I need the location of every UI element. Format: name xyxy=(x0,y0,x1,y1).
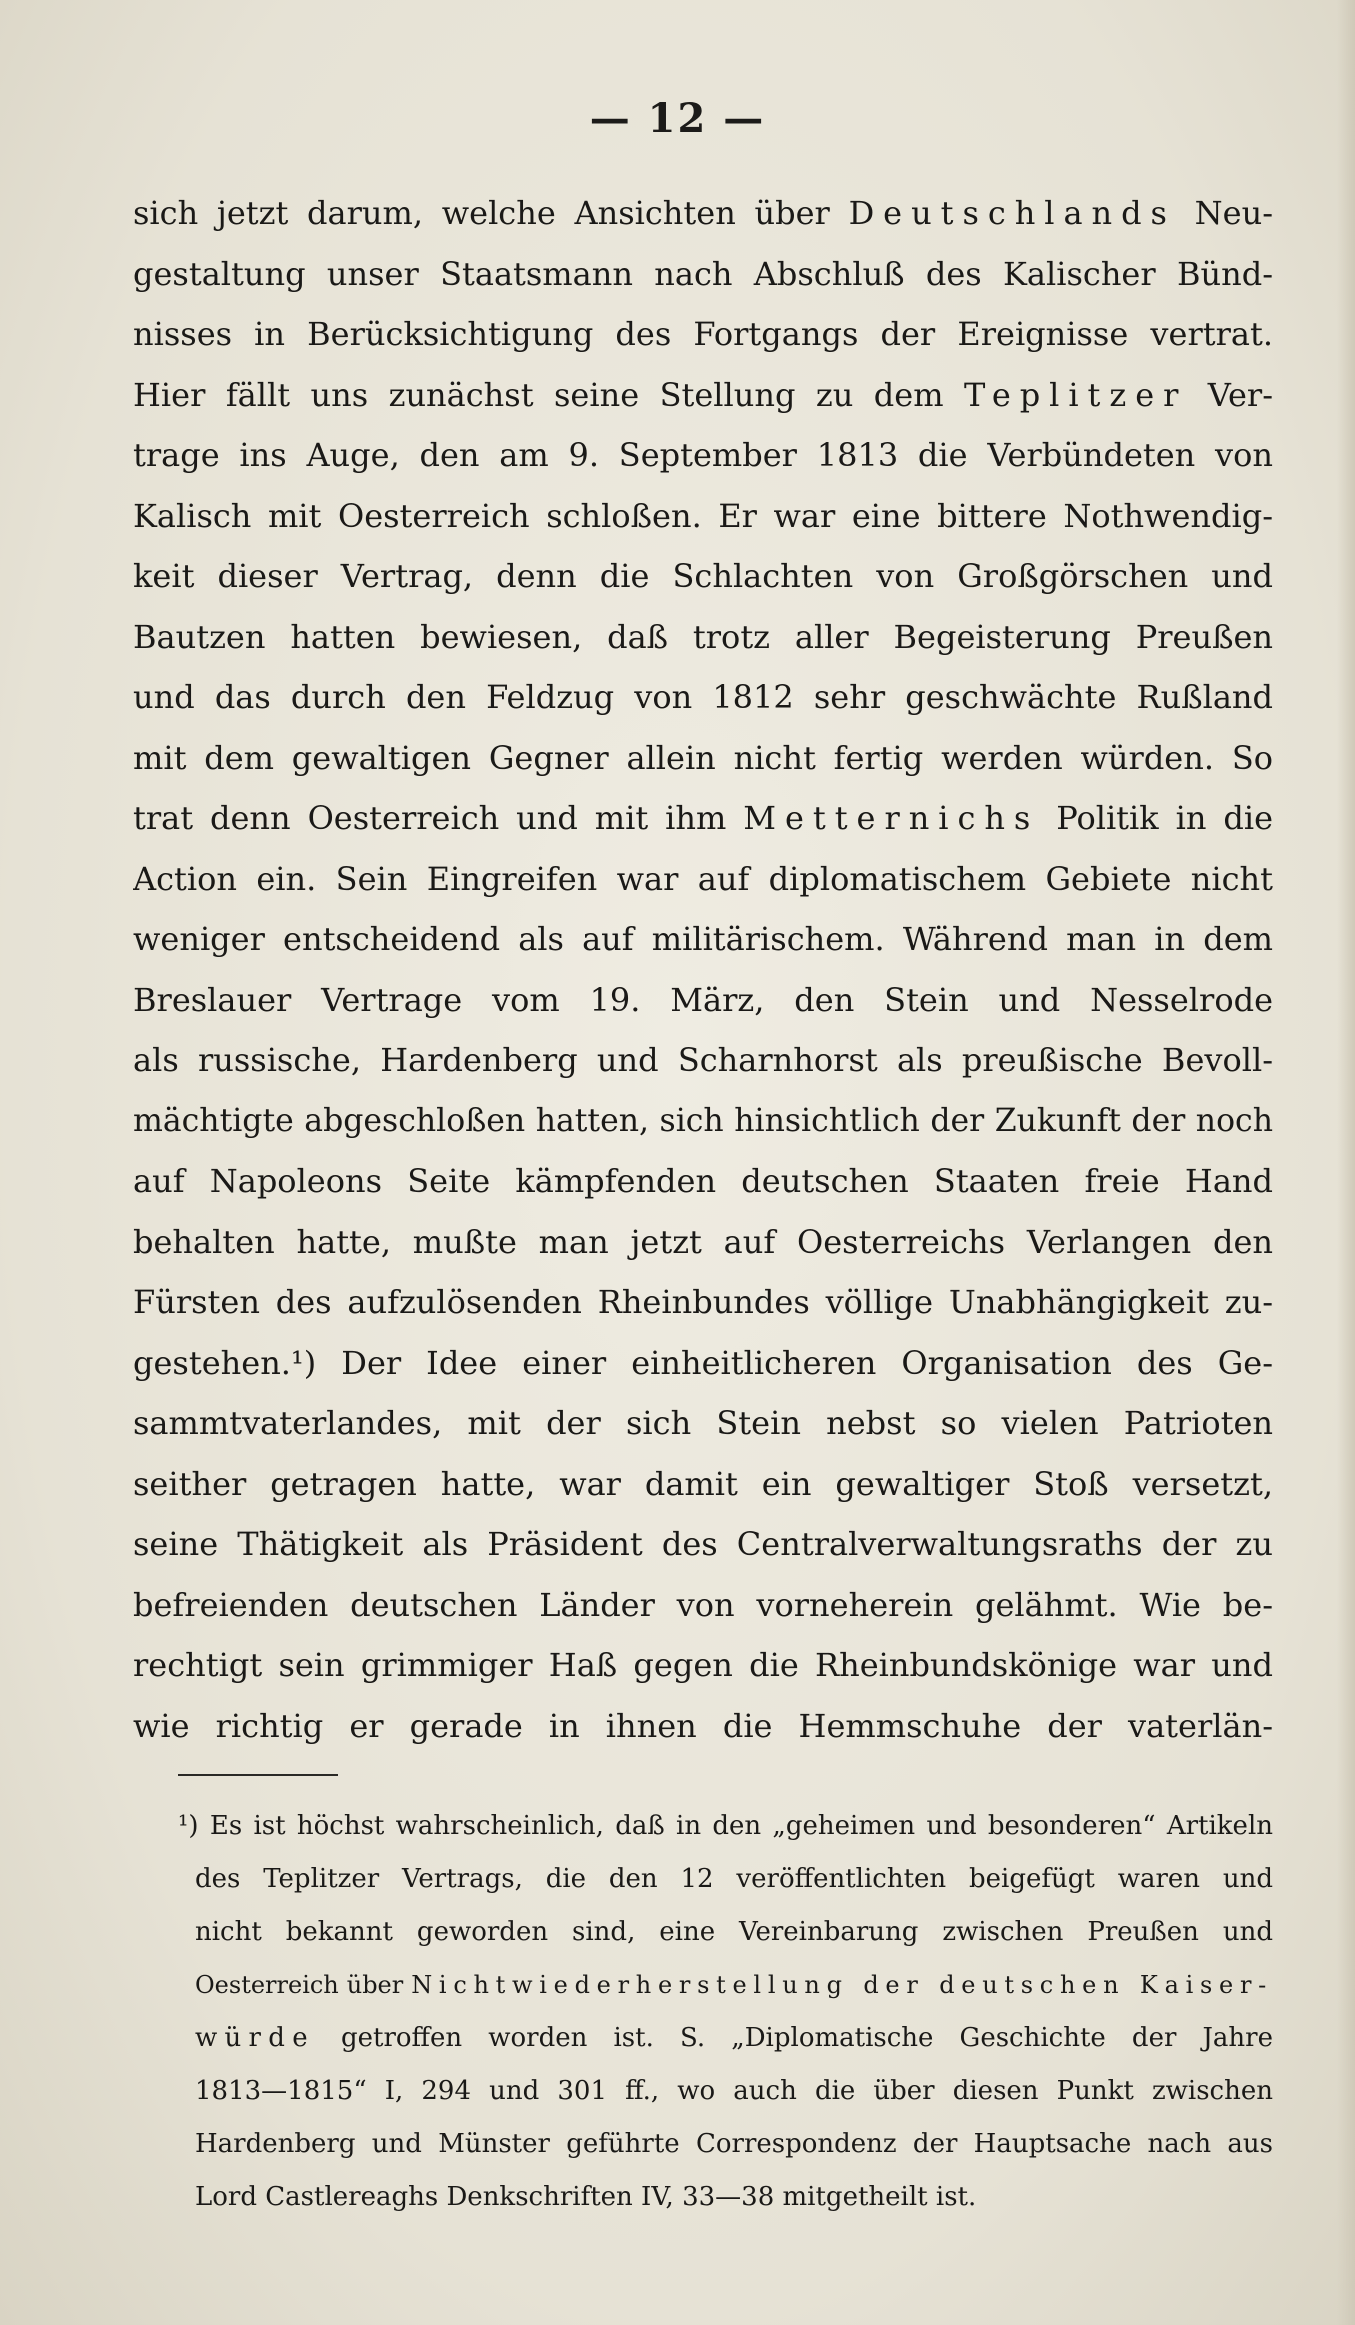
spaced-emphasis: Nichtwiederherstellung der deutschen Kaiser- xyxy=(411,1971,1273,1999)
text-line xyxy=(133,1635,1273,1696)
text-line xyxy=(133,425,1273,486)
text-line xyxy=(133,1333,1273,1394)
text-run: auf Napoleons Seite kämpfenden deutschen Staaten freie Hand xyxy=(133,1162,1273,1200)
text-run: mächtigte abgeschloßen hatten, sich hinsichtlich der Zukunft der noch xyxy=(133,1102,1273,1139)
text-line xyxy=(133,1514,1273,1575)
text-line xyxy=(133,365,1273,426)
text-run: ¹) Es ist höchst wahrscheinlich, daß in den „geheimen und besonderen“ Artikeln xyxy=(178,1811,1273,1841)
text-line xyxy=(133,486,1273,547)
text-run: trat denn Oesterreich und mit ihm xyxy=(133,799,744,837)
text-line xyxy=(133,607,1273,668)
text-line xyxy=(133,1151,1273,1212)
text-run: und das durch den Feldzug von 1812 sehr geschwächte Rußland xyxy=(133,678,1273,716)
footnote-line xyxy=(195,1853,1273,1906)
text-run: gestaltung unser Staatsmann nach Abschluß des Kalischer Bünd- xyxy=(133,254,1273,293)
footnote-line xyxy=(195,1906,1273,1959)
text-line xyxy=(133,1696,1273,1757)
text-run: rechtigt sein grimmiger Haß gegen die Rheinbundskönige war und xyxy=(133,1646,1273,1684)
text-run: wie richtig er gerade in ihnen die Hemmschuhe der vaterlän- xyxy=(133,1706,1273,1745)
text-run: befreienden deutschen Länder von vorneherein gelähmt. Wie be- xyxy=(133,1585,1273,1624)
text-run: Fürsten des aufzulösenden Rheinbundes völlige Unabhängigkeit zu- xyxy=(133,1283,1273,1321)
text-run: Neu- xyxy=(1175,194,1273,232)
text-run: trage ins Auge, den am 9. September 1813 die Verbündeten von xyxy=(133,436,1273,474)
text-run: keit dieser Vertrag, denn die Schlachten von Großgörschen und xyxy=(133,557,1273,595)
page-edge-shadow xyxy=(1337,0,1355,2325)
page-number: — 12 — xyxy=(589,95,766,142)
text-line xyxy=(133,1091,1273,1152)
text-run: gestehen.¹) Der Idee einer einheitlicheren Organisation des Ge- xyxy=(133,1343,1273,1382)
text-run: Kalisch mit Oesterreich schloßen. Er war eine bittere Nothwendig- xyxy=(133,496,1273,535)
text-line xyxy=(133,244,1273,305)
text-line xyxy=(133,304,1273,365)
text-run: sammtvaterlandes, mit der sich Stein nebst so vielen Patrioten xyxy=(133,1404,1273,1442)
text-run: nisses in Berücksichtigung des Fortgangs der Ereignisse vertrat. xyxy=(133,315,1273,353)
spaced-emphasis: Deutschlands xyxy=(848,194,1176,232)
text-line xyxy=(133,1393,1273,1454)
text-line xyxy=(133,849,1273,910)
text-run: Bautzen hatten bewiesen, daß trotz aller Begeisterung Preußen xyxy=(133,617,1273,656)
text-run: behalten hatte, mußte man jetzt auf Oesterreichs Verlangen den xyxy=(133,1222,1273,1261)
spaced-emphasis: würde xyxy=(195,2023,315,2053)
text-run: Lord Castlereaghs Denkschriften IV, 33—38 mitgetheilt ist. xyxy=(195,2182,977,2212)
text-run: sich jetzt darum, welche Ansichten über xyxy=(133,194,849,232)
text-line xyxy=(133,728,1273,789)
text-line xyxy=(133,1454,1273,1515)
text-line xyxy=(133,970,1273,1031)
text-line xyxy=(133,1212,1273,1273)
footnote xyxy=(178,1800,1273,2224)
text-run: Hardenberg und Münster geführte Correspondenz der Hauptsache nach aus xyxy=(195,2129,1273,2159)
text-run: seither getragen hatte, war damit ein gewaltiger Stoß versetzt, xyxy=(133,1464,1273,1503)
text-run: als russische, Hardenberg und Scharnhorst als preußische Bevoll- xyxy=(133,1041,1273,1079)
text-line xyxy=(133,909,1273,970)
text-run: seine Thätigkeit als Präsident des Centralverwaltungsraths der zu xyxy=(133,1525,1273,1563)
footnote-line xyxy=(178,1800,1273,1853)
footnote-line xyxy=(195,2171,1273,2224)
footnote-line xyxy=(195,2065,1273,2118)
text-line xyxy=(133,1272,1273,1333)
text-line xyxy=(133,667,1273,728)
footnote-line xyxy=(195,2012,1273,2065)
spaced-emphasis: Metternichs xyxy=(743,799,1040,837)
spaced-emphasis: Teplitzer xyxy=(964,375,1188,414)
body-text xyxy=(133,183,1273,1756)
text-line xyxy=(133,546,1273,607)
text-run: getroffen worden ist. S. „Diplomatische Geschichte der Jahre xyxy=(314,2023,1273,2053)
text-run: Action ein. Sein Eingreifen war auf diplomatischem Gebiete nicht xyxy=(133,859,1273,898)
text-line xyxy=(133,1575,1273,1636)
footnote-line xyxy=(195,1959,1273,2012)
text-line xyxy=(133,788,1273,849)
text-run: nicht bekannt geworden sind, eine Vereinbarung zwischen Preußen und xyxy=(195,1917,1273,1947)
text-run: 1813—1815“ I, 294 und 301 ff., wo auch die über diesen Punkt zwischen xyxy=(195,2076,1273,2106)
text-run: Oesterreich über xyxy=(195,1971,412,1999)
text-run: mit dem gewaltigen Gegner allein nicht fertig werden würden. So xyxy=(133,738,1273,777)
text-line xyxy=(133,1030,1273,1091)
text-line xyxy=(133,183,1273,244)
footnote-line xyxy=(195,2118,1273,2171)
text-run: Breslauer Vertrage vom 19. März, den Stein und Nesselrode xyxy=(133,980,1273,1019)
text-run: Politik in die xyxy=(1039,799,1273,837)
text-run: des Teplitzer Vertrags, die den 12 veröffentlichten beigefügt waren und xyxy=(195,1864,1273,1894)
text-run: Hier fällt uns zunächst seine Stellung zu dem xyxy=(133,375,964,414)
text-run: Ver- xyxy=(1187,375,1273,414)
text-run: weniger entscheidend als auf militärischem. Während man in dem xyxy=(133,920,1273,958)
footnote-rule xyxy=(178,1774,338,1776)
